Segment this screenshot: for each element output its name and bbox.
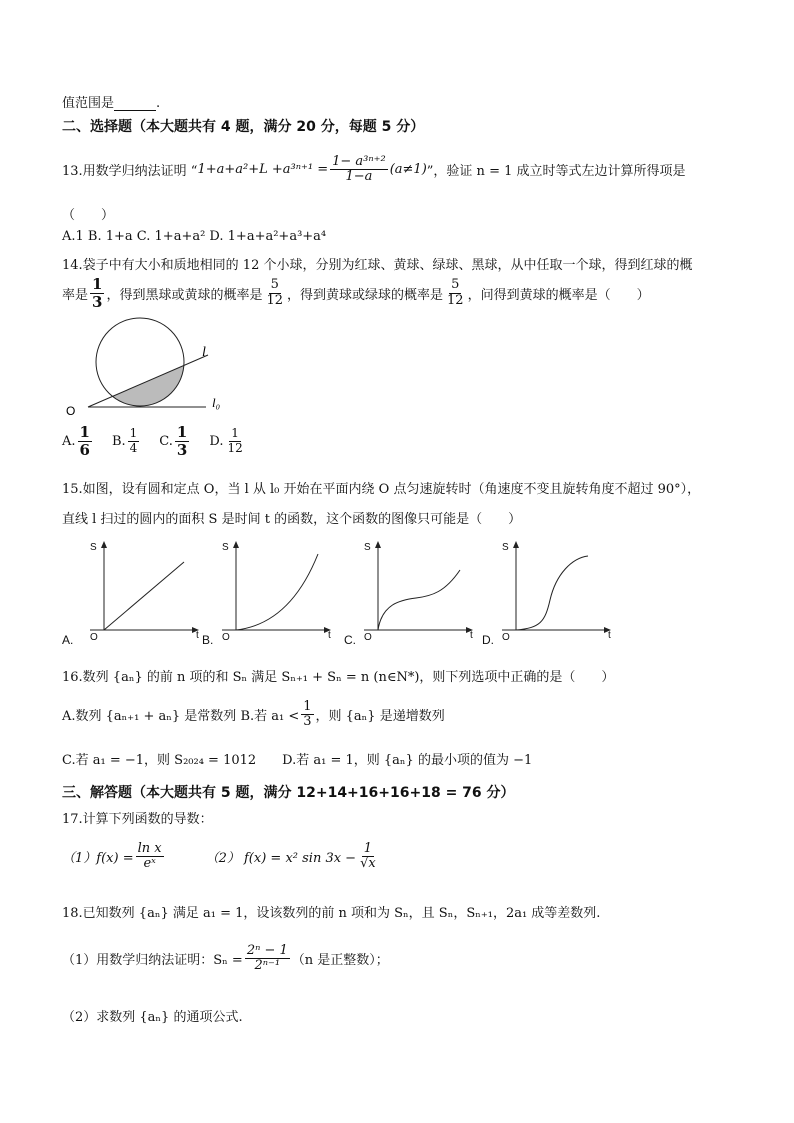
graph-b-curve	[236, 554, 318, 630]
svg-text:t: t	[328, 630, 331, 641]
q14-frac-1: $\frac{1}{3}$	[92, 275, 103, 311]
answer-blank	[114, 98, 156, 111]
svg-text:C.: C.	[344, 633, 356, 647]
q16-options-ab: A.数列 {aₙ₊₁ + aₙ} 是常数列 B.若 a₁ < $\frac{1}{3}$ ，则 {aₙ} 是递增数列	[62, 699, 445, 730]
section-2-title: 二、选择题（本大题共有 4 题，满分 20 分，每题 5 分）	[62, 119, 425, 135]
q14-option-a: A. $\frac{1}{6}$	[62, 423, 90, 459]
graph-c-curve	[378, 570, 460, 630]
q17-frac-1: $\frac{\text{ln x}}{\text{eˣ}}$	[137, 841, 162, 872]
graph-d	[482, 541, 611, 647]
q14-line2: 率是 $\frac{1}{3}$ ，得到黑球或黄球的概率是 $\frac{5}{12}$ ，得到黄球或绿球的概率是 $\frac{5}{12}$ ，问得到黄球的概率是（ ）	[62, 275, 650, 311]
label-l: l	[202, 345, 206, 360]
q14-option-b: B. $\frac{1}{4}$	[111, 426, 138, 455]
q14-frac-2: $\frac{5}{12}$	[266, 277, 284, 308]
svg-text:D.: D.	[482, 633, 494, 647]
q14-option-c: C. $\frac{1}{3}$	[159, 423, 188, 459]
q18-part1: （1）用数学归纳法证明：Sₙ = $\frac{\text{2ⁿ − 1}}{\text{2ⁿ⁻¹}}$ （n 是正整数）；	[62, 943, 389, 974]
svg-text:S: S	[222, 542, 229, 553]
q13-fraction: $\frac{\text{1− a³ⁿ⁺²}}{1-a}$	[332, 154, 386, 185]
svg-text:t: t	[470, 630, 473, 641]
svg-text:O: O	[222, 632, 230, 643]
q16-options-cd: C.若 a₁ = −1，则 S₂₀₂₄ = 1012 D.若 a₁ = 1，则 {aₙ} 的最小项的值为 −1	[62, 753, 533, 768]
svg-text:O: O	[502, 632, 510, 643]
q14-frac-3: $\frac{5}{12}$	[447, 277, 464, 308]
q18-part2: （2）求数列 {aₙ} 的通项公式.	[62, 1010, 243, 1025]
svg-text:B.: B.	[202, 633, 214, 647]
graph-c	[344, 541, 473, 647]
graph-a	[62, 541, 199, 647]
q13-options: A.1 B. 1+a C. 1+a+a² D. 1+a+a²+a³+a⁴	[62, 229, 327, 244]
label-O: O	[66, 404, 76, 416]
q17-parts: （1）f(x) = $\frac{\text{ln x}}{\text{eˣ}}$ （2） f(x) = x² sin 3x − $\frac{1}{√x}$	[62, 841, 376, 872]
circle-rotation-figure	[62, 316, 242, 416]
q14-line1: 14.袋子中有大小和质地相同的 12 个小球，分别为红球、黄球、绿球、黑球，从中任取一个球，得到红球的概	[62, 258, 693, 273]
graph-d-curve	[516, 556, 588, 630]
q18-stem: 18.已知数列 {aₙ} 满足 a₁ = 1，设该数列的前 n 项和为 Sₙ，且 Sₙ，Sₙ₊₁，2a₁ 成等差数列.	[62, 906, 601, 921]
svg-text:S: S	[90, 542, 97, 553]
q18-frac: $\frac{\text{2ⁿ − 1}}{\text{2ⁿ⁻¹}}$	[246, 943, 288, 974]
label-l0: l₀	[212, 395, 221, 410]
svg-text:A.: A.	[62, 633, 74, 647]
q16-stem: 16.数列 {aₙ} 的前 n 项的和 Sₙ 满足 Sₙ₊₁ + Sₙ = n (n∈N*)，则下列选项中正确的是（ ）	[62, 670, 615, 685]
q16-frac: $\frac{1}{3}$	[303, 699, 312, 730]
top-line: 值范围是 .	[62, 96, 161, 111]
section-3-title: 三、解答题（本大题共有 5 题，满分 12+14+16+16+18 = 76 分）	[62, 785, 515, 801]
svg-text:t: t	[196, 630, 199, 641]
q14-options	[62, 424, 247, 458]
svg-text:O: O	[364, 632, 372, 643]
graph-a-curve	[104, 562, 184, 630]
q14-option-d: D. $\frac{1}{12}$	[209, 426, 243, 455]
q17-stem: 17.计算下列函数的导数：	[62, 812, 213, 827]
svg-text:O: O	[90, 632, 98, 643]
graph-b	[202, 541, 331, 647]
q15-graphs	[60, 534, 620, 649]
q15-line2: 直线 l 扫过的圆内的面积 S 是时间 t 的函数，这个函数的图像只可能是（ ）	[62, 512, 522, 527]
q17-frac-2: $\frac{1}{√x}$	[360, 841, 376, 872]
svg-text:S: S	[502, 542, 509, 553]
q13-paren: （ ）	[62, 208, 115, 223]
svg-text:t: t	[608, 630, 611, 641]
q15-line1: 15.如图，设有圆和定点 O，当 l 从 l₀ 开始在平面内绕 O 点匀速旋转时（角速度不变且旋转角度不超过 90°），	[62, 482, 701, 497]
question-13: 13.用数学归纳法证明 “ 1+a+a²+L +a³ⁿ⁺¹ = $\frac{\text{1− a³ⁿ⁺²}}{1-a}$ (a≠1) ”，验证 n = 1 成立时等式左边计算所得项是	[62, 154, 686, 185]
svg-text:S: S	[364, 542, 371, 553]
